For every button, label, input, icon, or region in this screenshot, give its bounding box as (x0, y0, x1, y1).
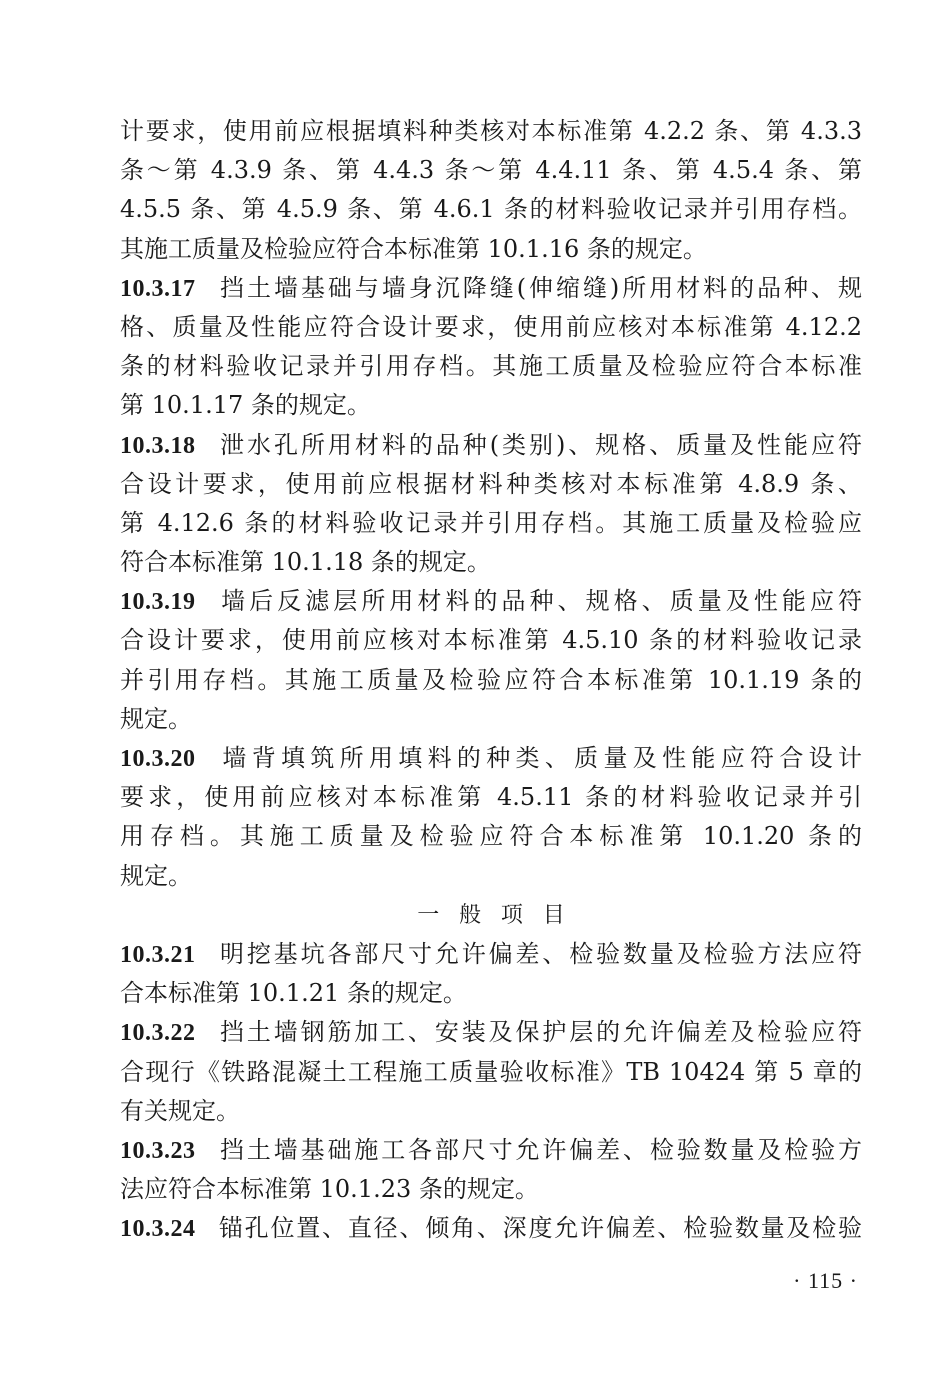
text-line: 规定。 (120, 704, 192, 733)
clause-number: 10.3.23 (120, 1137, 196, 1164)
clause-10-3-22 (120, 1013, 862, 1131)
clause-number: 10.3.21 (120, 941, 196, 968)
clause-text: 泄水孔所用材料的品种(类别)、规格、质量及性能应符 (217, 430, 862, 459)
document-page (120, 112, 862, 1248)
clause-text: 锚孔位置、直径、倾角、深度允许偏差、检验数量及检验 (217, 1214, 862, 1243)
text-line: 4.5.5 条、第 4.5.9 条、第 4.6.1 条的材料验收记录并引用存档。 (120, 195, 862, 224)
text-line: 第 4.12.6 条的材料验收记录并引用存档。其施工质量及检验应 (120, 508, 862, 537)
clause-number: 10.3.24 (120, 1216, 196, 1243)
clause-number: 10.3.17 (120, 275, 196, 302)
clause-number: 10.3.20 (120, 746, 196, 772)
text-line: 格、质量及性能应符合设计要求，使用前应核对本标准第 4.12.2 (120, 312, 862, 341)
text-line: 合现行《铁路混凝土工程施工质量验收标准》TB 10424 第 5 章的 (120, 1057, 862, 1086)
text-line: 规定。 (120, 861, 192, 890)
clause-text: 明挖基坑各部尺寸允许偏差、检验数量及检验方法应符 (217, 939, 862, 968)
text-line: 计要求，使用前应根据填料种类核对本标准第 4.2.2 条、第 4.3.3 (120, 117, 862, 145)
text-line: 其施工质量及检验应符合本标准第 10.1.16 条的规定。 (120, 234, 707, 263)
text-line: 要求，使用前应核对本标准第 4.5.11 条的材料验收记录并引 (120, 783, 862, 812)
text-line: 符合本标准第 10.1.18 条的规定。 (120, 548, 491, 577)
text-line (120, 935, 862, 974)
text-line (120, 1131, 862, 1170)
clause-number: 10.3.19 (120, 589, 196, 616)
text-line: 第 10.1.17 条的规定。 (120, 391, 371, 420)
continuation-paragraph (120, 112, 862, 269)
text-line: 法应符合本标准第 10.1.23 条的规定。 (120, 1175, 539, 1204)
text-line: 有关规定。 (120, 1096, 240, 1125)
clause-text: 墙背填筑所用填料的种类、质量及性能应符合设计 (217, 744, 862, 772)
text-line (120, 1013, 862, 1052)
clause-10-3-18 (120, 426, 862, 583)
text-line (120, 1209, 862, 1248)
text-line (120, 582, 862, 621)
text-line (120, 269, 862, 308)
clause-text: 挡土墙钢筋加工、安装及保护层的允许偏差及检验应符 (217, 1018, 862, 1047)
clause-10-3-20 (120, 739, 862, 896)
text-line: 合设计要求，使用前应核对本标准第 4.5.10 条的材料验收记录 (120, 626, 862, 655)
text-line: 合本标准第 10.1.21 条的规定。 (120, 979, 467, 1008)
text-line: 合设计要求，使用前应根据材料种类核对本标准第 4.8.9 条、 (120, 469, 862, 498)
clause-10-3-17 (120, 269, 862, 426)
clause-number: 10.3.22 (120, 1020, 196, 1047)
text-line: 条的材料验收记录并引用存档。其施工质量及检验应符合本标准 (120, 352, 862, 381)
text-line (120, 426, 862, 465)
clause-10-3-21 (120, 935, 862, 1013)
text-line: 并引用存档。其施工质量及检验应符合本标准第 10.1.19 条的 (120, 665, 862, 694)
page-number: · 115 · (793, 1268, 858, 1293)
clause-number: 10.3.18 (120, 432, 196, 459)
clause-10-3-23 (120, 1131, 862, 1209)
clause-10-3-24 (120, 1209, 862, 1248)
clause-text: 挡土墙基础与墙身沉降缝(伸缩缝)所用材料的品种、规 (217, 273, 862, 302)
text-line (120, 739, 862, 778)
clause-text: 挡土墙基础施工各部尺寸允许偏差、检验数量及检验方 (217, 1135, 862, 1164)
clause-10-3-19 (120, 582, 862, 739)
clause-text: 墙后反滤层所用材料的品种、规格、质量及性能应符 (217, 587, 862, 616)
text-line: 用存档。其施工质量及检验应符合本标准第 10.1.20 条的 (120, 822, 862, 851)
text-line: 条～第 4.3.9 条、第 4.4.3 条～第 4.4.11 条、第 4.5.4 条、第 (120, 156, 862, 185)
section-heading: 一般项目 (417, 902, 585, 928)
